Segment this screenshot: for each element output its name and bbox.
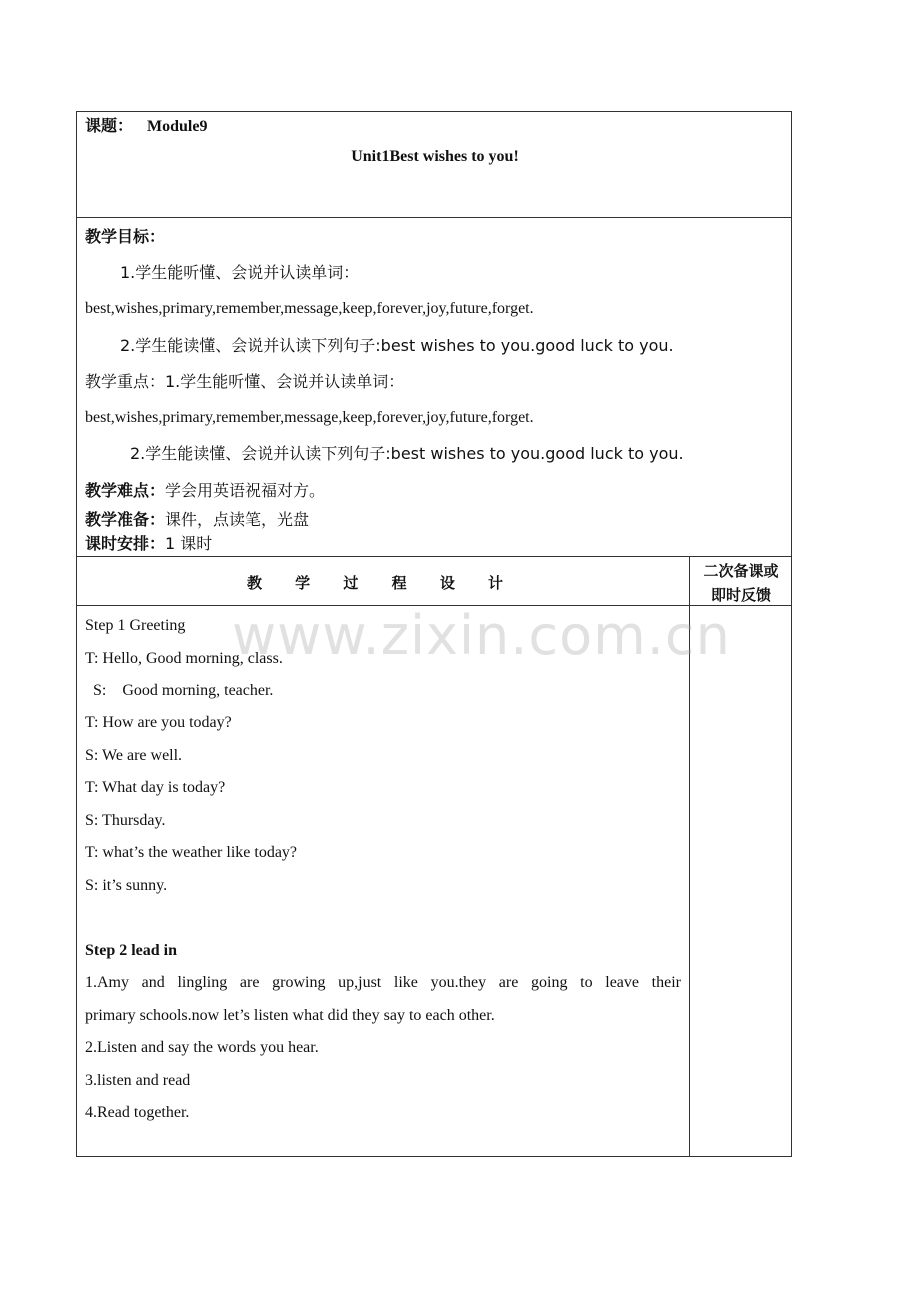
dialogue-line: T: what’s the weather like today? — [85, 844, 298, 861]
feedback-header-line-1: 二次备课或 — [703, 562, 779, 580]
dialogue-line: S: We are well. — [85, 747, 183, 764]
objective-1-intro: 1.学生能听懂、会说并认读单词： — [120, 263, 360, 282]
key-points-words: best,wishes,primary,remember,message,keep,forever,joy,future,forget. — [85, 409, 534, 426]
preparation-row — [85, 510, 309, 530]
step-2-title: Step 2 lead in — [85, 942, 178, 959]
step-2-item-2: 2.Listen and say the words you hear. — [85, 1039, 319, 1056]
schedule-row — [85, 534, 212, 554]
feedback-header-line-2: 即时反馈 — [710, 586, 771, 604]
difficulty-label: 教学难点： — [85, 481, 166, 500]
schedule-label: 课时安排： — [85, 534, 166, 553]
step-1-title: Step 1 Greeting — [85, 617, 186, 634]
dialogue-line: T: Hello, Good morning, class. — [85, 650, 283, 667]
schedule-value: 1 课时 — [165, 534, 213, 553]
divider-info — [77, 556, 791, 557]
objective-1-words: best,wishes,primary,remember,message,keep,forever,joy,future,forget. — [85, 300, 534, 317]
module-title: Module9 — [147, 118, 208, 135]
step-2-item-3: 3.listen and read — [85, 1072, 191, 1089]
topic-row — [85, 116, 207, 137]
dialogue-line: T: How are you today? — [85, 714, 232, 731]
divider-header — [77, 217, 791, 218]
difficulty-row — [85, 481, 325, 501]
step-2-item-4: 4.Read together. — [85, 1104, 190, 1121]
dialogue-line: T: What day is today? — [85, 779, 226, 796]
preparation-value: 课件，点读笔，光盘 — [165, 510, 310, 529]
process-header: 教 学 过 程 设 计 — [246, 574, 518, 592]
topic-label: 课题： — [85, 116, 134, 135]
objectives-label: 教学目标： — [85, 227, 166, 246]
step-2-item-1-line-1: 1.Amy and lingling are growing up,just like you.they are going to leave their — [85, 974, 681, 991]
key-points-label: 教学重点：1.学生能听懂、会说并认读单词： — [85, 372, 405, 391]
difficulty-value: 学会用英语祝福对方。 — [165, 481, 326, 500]
preparation-label: 教学准备： — [85, 510, 166, 529]
step-2-item-1-line-2: primary schools.now let’s listen what did they say to each other. — [85, 1007, 495, 1024]
dialogue-line: S: it’s sunny. — [85, 877, 168, 894]
dialogue-line: S: Good morning, teacher. — [93, 682, 274, 699]
key-points-item-2: 2.学生能读懂、会说并认读下列句子:best wishes to you.good luck to you. — [130, 444, 684, 463]
unit-title: Unit1Best wishes to you! — [351, 148, 519, 165]
watermark: www.zixin.com.cn — [232, 604, 731, 667]
objective-2: 2.学生能读懂、会说并认读下列句子:best wishes to you.good luck to you. — [120, 336, 674, 355]
dialogue-line: S: Thursday. — [85, 812, 166, 829]
